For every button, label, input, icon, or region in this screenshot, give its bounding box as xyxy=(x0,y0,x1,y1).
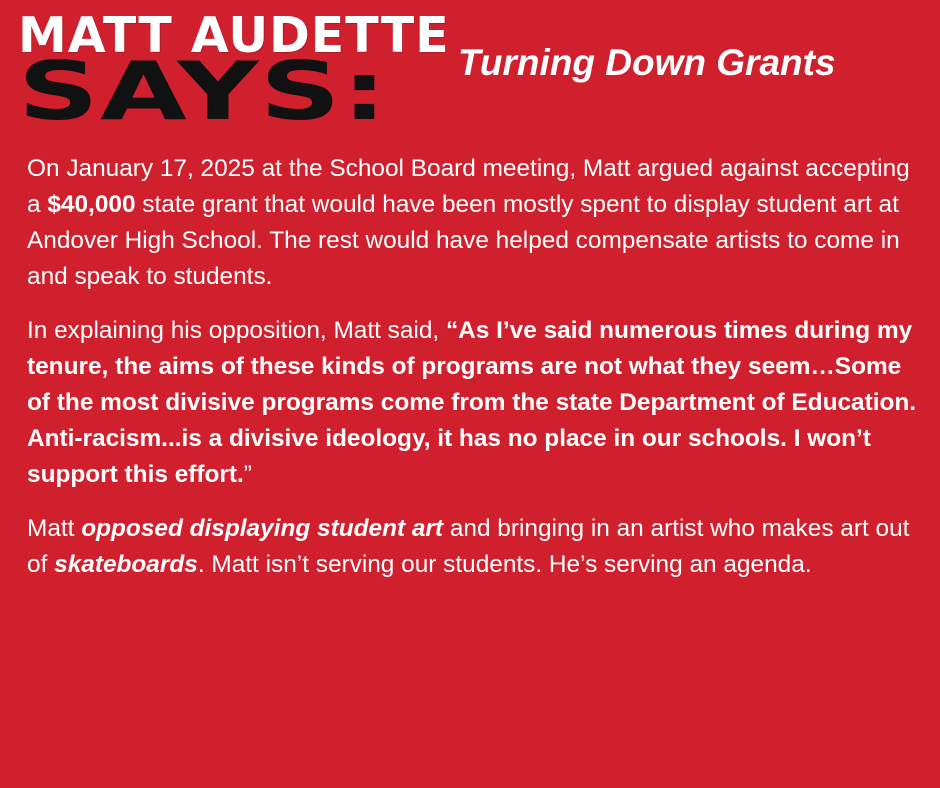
page-title: Turning Down Grants xyxy=(458,42,836,83)
p1-text-before: On January 17, 2025 at the School Board meeting, Matt argued against accepting a xyxy=(27,155,910,218)
matt-quote: “As I’ve said numerous times during my tenure, the aims of these kinds of programs are not what they seem…Some of the most divisive programs come from the state Department of Education. Anti-racism...is a divisive ideology, it has no place in our schools. I won’t support this effort. xyxy=(27,317,917,488)
paragraph-conclusion xyxy=(27,511,917,583)
p3-middle: and bringing in an artist who makes art out of xyxy=(27,515,910,578)
quote-closing-mark: ” xyxy=(243,461,252,488)
paragraph-grant-details xyxy=(27,151,917,295)
p1-text-after: state grant that would have been mostly spent to display student art at Andover High School. The rest would have helped compensate artists to come in and speak to students. xyxy=(27,191,900,290)
p2-intro: In explaining his opposition, Matt said, xyxy=(27,317,446,344)
matt-audette-says-logo xyxy=(18,7,450,138)
p3-end: . Matt isn’t serving our students. He’s serving an agenda. xyxy=(197,551,812,578)
logo-line-name: MATT AUDETTE xyxy=(18,7,450,64)
p3-start: Matt xyxy=(27,515,82,542)
grant-amount: $40,000 xyxy=(47,191,136,218)
logo-line-says: SAYS: xyxy=(18,45,389,138)
article-body xyxy=(27,151,917,583)
emphasis-student-art: opposed displaying student art xyxy=(81,515,444,542)
paragraph-quote xyxy=(27,313,917,493)
emphasis-skateboards: skateboards xyxy=(54,551,198,578)
